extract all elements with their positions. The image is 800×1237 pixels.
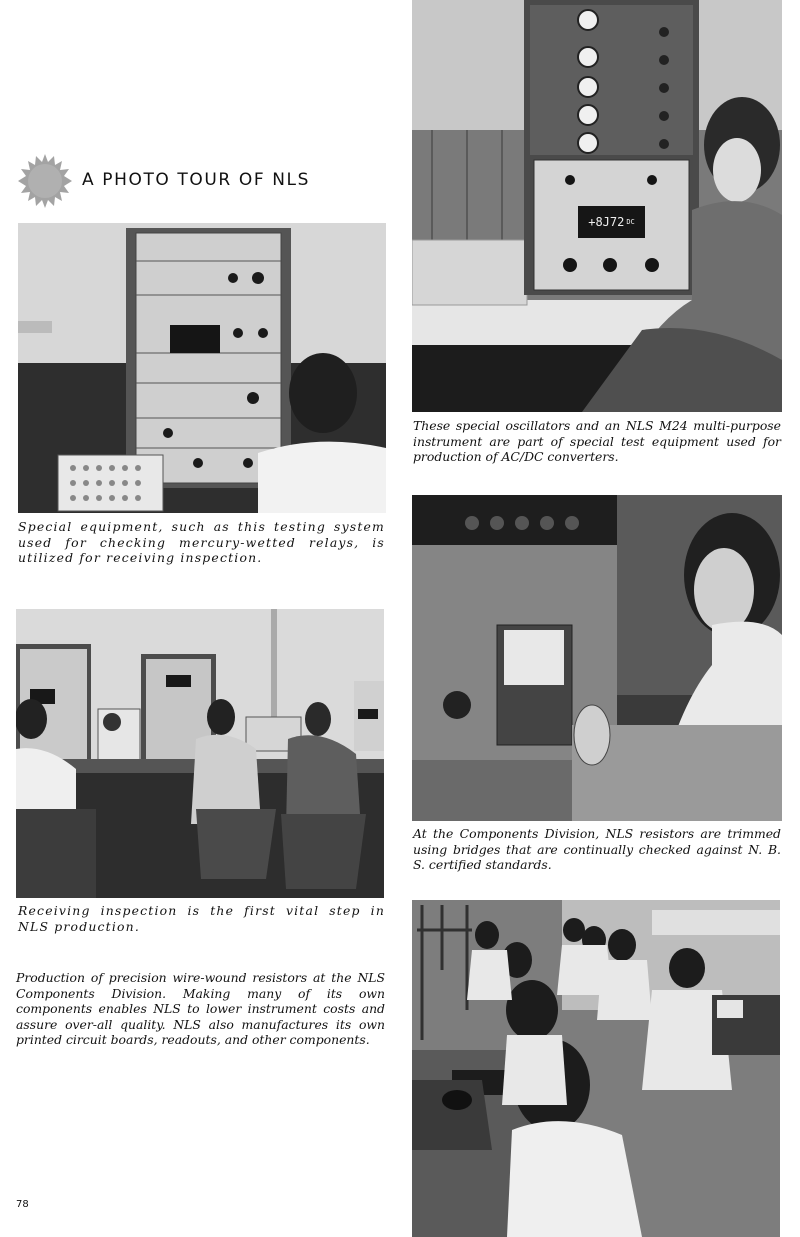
- starburst-icon: [18, 154, 72, 208]
- caption-oscillators: These special oscillators and an NLS M24 multi-purpose instrument are part of special test equipment used for production of AC/DC converters.: [413, 418, 781, 465]
- readout-value: +8J72: [588, 215, 625, 229]
- page-title: A PHOTO TOUR OF NLS: [82, 170, 310, 190]
- caption-relay-testing: Special equipment, such as this testing system used for checking mercury-wetted relays, is utilized for receiving inspection.: [18, 519, 385, 566]
- photo-oscillators: [412, 0, 782, 412]
- caption-receiving-inspection: Receiving inspection is the first vital step in NLS production.: [18, 903, 385, 934]
- readout-unit: DC: [626, 218, 635, 226]
- page-number: 78: [16, 1199, 29, 1210]
- caption-production: Production of precision wire-wound resistors at the NLS Components Division. Making many of its own components enables NLS to lower instrument costs and assure over-all quality. NLS also manufactures its own printed circuit boards, readouts, and other components.: [16, 970, 385, 1048]
- photo-receiving-inspection: [16, 609, 384, 898]
- photo-production-line: [412, 900, 780, 1237]
- photo-relay-testing: [18, 223, 386, 513]
- digital-readout: [578, 206, 645, 238]
- caption-components-division: At the Components Division, NLS resistors are trimmed using bridges that are continually checked against N. B. S. certified standards.: [413, 826, 781, 873]
- photo-components-division: [412, 495, 782, 821]
